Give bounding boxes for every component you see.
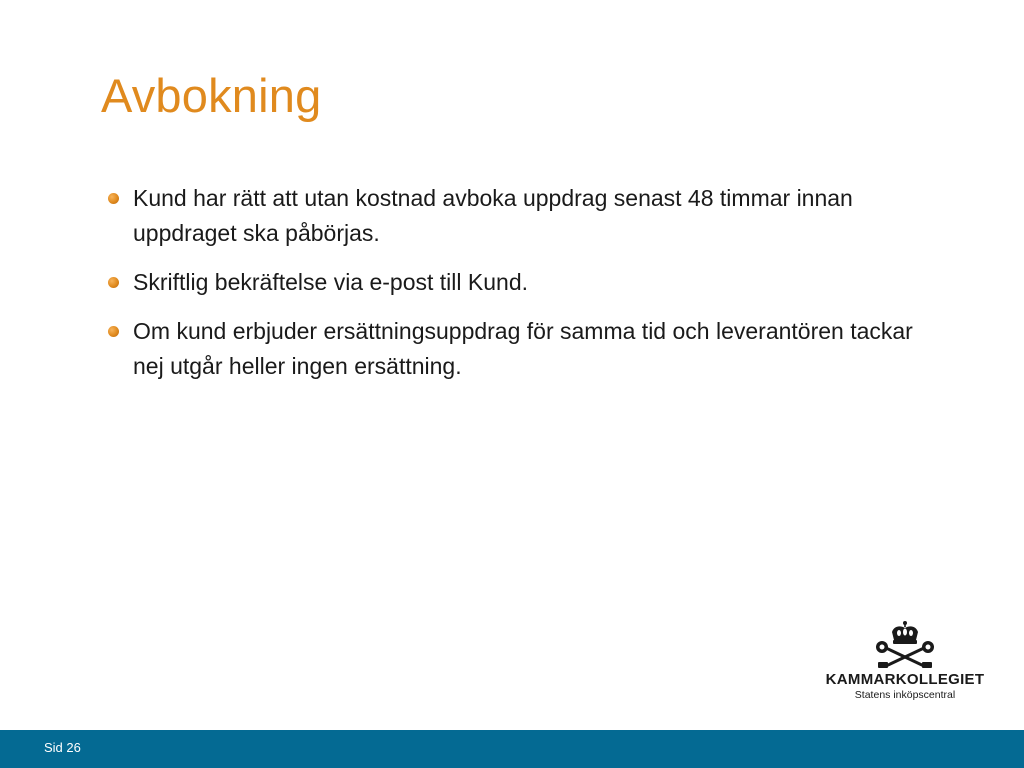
crown-crossed-keys-icon [870,620,940,670]
kammarkollegiet-logo [820,620,990,710]
bullet-dot-icon [108,277,119,288]
bullet-text: Kund har rätt att utan kostnad avboka uppdrag senast 48 timmar innan uppdraget ska påbörjas. [133,185,853,246]
logo-subtitle: Statens inköpscentral [854,689,956,701]
page-number: Sid 26 [44,740,81,755]
bullet-list [108,181,938,398]
footer-bar [0,730,1024,768]
bullet-dot-icon [108,193,119,204]
logo-name: KAMMARKOLLEGIET [825,671,985,688]
bullet-item [108,314,938,384]
slide-title: Avbokning [101,69,322,122]
bullet-text: Skriftlig bekräftelse via e-post till Kund. [133,269,529,295]
bullet-dot-icon [108,326,119,337]
bullet-text: Om kund erbjuder ersättningsuppdrag för samma tid och leverantören tackar nej utgår heller ingen ersättning. [133,318,913,379]
bullet-item [108,181,938,251]
bullet-item [108,265,938,300]
